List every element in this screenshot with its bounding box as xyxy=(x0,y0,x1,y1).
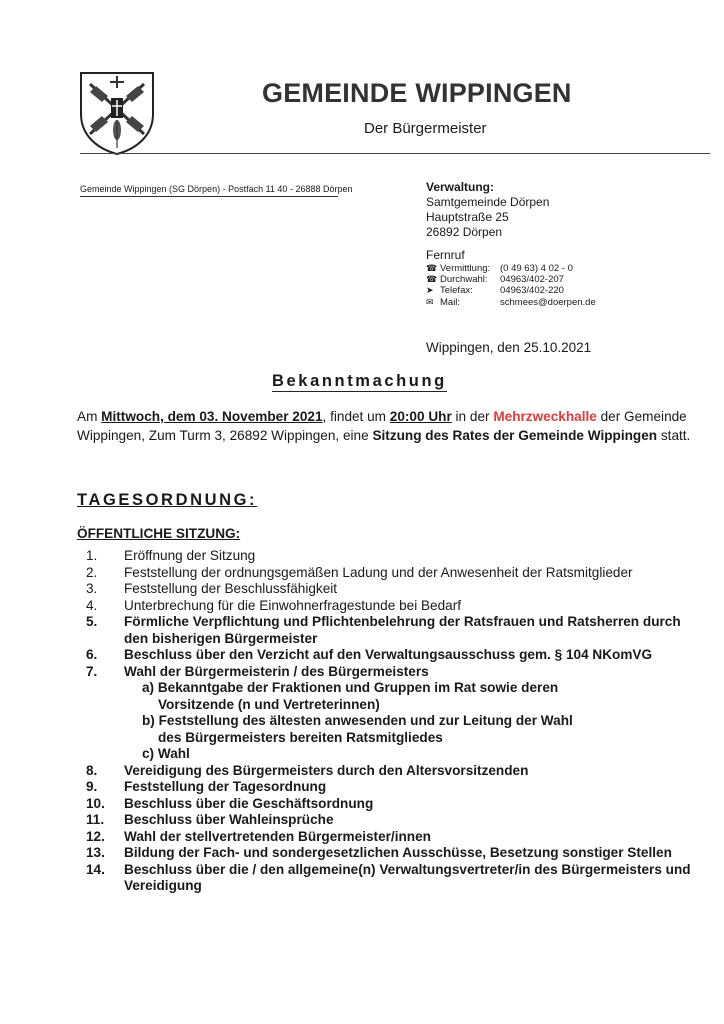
contact-list xyxy=(426,263,596,308)
administration-heading: Verwaltung: xyxy=(426,180,495,194)
contact-value: (0 49 63) 4 02 - 0 xyxy=(500,263,573,274)
public-session-heading: ÖFFENTLICHE SITZUNG: xyxy=(77,526,241,541)
agenda-item-text: Beschluss über Wahleinsprüche xyxy=(124,812,334,827)
contact-value: 04963/402-207 xyxy=(500,274,564,286)
agenda-list xyxy=(86,548,706,895)
intro-text: , findet um xyxy=(322,409,390,424)
agenda-item-title: Wahl der Bürgermeisterin / des Bürgermeisters xyxy=(124,663,429,679)
agenda-item-text: Feststellung der Beschlussfähigkeit xyxy=(124,581,338,596)
agenda-item xyxy=(86,845,706,862)
agenda-item-number: 12. xyxy=(86,828,105,844)
agenda-item-number: 11. xyxy=(86,812,105,827)
agenda-item-text: Wahl der stellvertretenden Bürgermeister/innen xyxy=(124,828,431,844)
agenda-item-text: Feststellung der ordnungsgemäßen Ladung und der Anwesenheit der Ratsmitglieder xyxy=(124,564,633,580)
agenda-item-text: Unterbrechung für die Einwohnerfragestunde bei Bedarf xyxy=(124,597,462,613)
date-line: Wippingen, den 25.10.2021 xyxy=(426,340,592,355)
intro-text: der Gemeinde Wippingen, Zum Turm 3, 26892 Wippingen, eine xyxy=(77,409,687,443)
agenda-item-text: Förmliche Verpflichtung und Pflichtenbelehrung der Ratsfrauen und Ratsherren durch den bisherigen Bürgermeister xyxy=(124,614,681,646)
contact-row xyxy=(426,297,596,308)
agenda-item xyxy=(86,779,706,796)
fernruf-label: Fernruf xyxy=(426,248,465,262)
agenda-item-number: 5. xyxy=(86,614,98,629)
sender-underline xyxy=(80,196,338,197)
coat-of-arms-icon xyxy=(78,70,156,156)
mail-icon: ✉ xyxy=(426,296,434,307)
intro-text: Am xyxy=(77,409,102,424)
agenda-item xyxy=(86,548,706,565)
intro-text: in der xyxy=(451,409,494,424)
agenda-subitem-continuation: Vorsitzende (n und Vertreterinnen) xyxy=(158,696,380,712)
agenda-subitem-text: a) Bekanntgabe der Fraktionen und Gruppen im Rat sowie deren xyxy=(142,680,559,695)
agenda-item xyxy=(86,581,706,598)
sender-address-line: Gemeinde Wippingen (SG Dörpen) - Postfach 11 40 - 26888 Dörpen xyxy=(80,184,353,194)
agenda-item xyxy=(86,763,706,780)
administration-name: Samtgemeinde Dörpen xyxy=(426,195,550,209)
contact-label: Mail: xyxy=(440,296,461,308)
agenda-subitem xyxy=(124,746,706,763)
agenda-item-number: 14. xyxy=(86,861,105,877)
agenda-item-number: 10. xyxy=(86,795,105,811)
agenda-item xyxy=(86,647,706,664)
contact-label: Telefax: xyxy=(440,285,473,297)
agenda-item xyxy=(86,598,706,615)
contact-label: Durchwahl: xyxy=(440,274,488,286)
municipality-title: GEMEINDE WIPPINGEN xyxy=(262,78,572,108)
contact-row xyxy=(426,274,596,285)
agenda-item-text: Beschluss über den Verzicht auf den Verwaltungsausschuss gem. § 104 NKomVG xyxy=(124,647,653,662)
administration-city: 26892 Dörpen xyxy=(426,225,503,239)
fax-arrow-icon: ➤ xyxy=(426,285,434,296)
agenda-item-number: 6. xyxy=(86,647,98,662)
agenda-item-number: 7. xyxy=(86,663,98,679)
agenda-item xyxy=(86,862,706,895)
agenda-item-text: Vereidigung des Bürgermeisters durch den Altersvorsitzenden xyxy=(124,762,529,778)
administration-block xyxy=(426,180,549,240)
phone-icon: ☎ xyxy=(426,263,438,273)
agenda-item-text: Feststellung der Tagesordnung xyxy=(124,779,327,794)
agenda-item-number: 13. xyxy=(86,845,105,860)
header-divider xyxy=(80,153,710,154)
agenda-item-number: 8. xyxy=(86,762,98,778)
agenda-subitem xyxy=(124,713,706,746)
agenda-item-number: 1. xyxy=(86,548,98,563)
agenda-item-number: 4. xyxy=(86,597,98,613)
agenda-item-text xyxy=(124,664,706,763)
agenda-item-text: Beschluss über die Geschäftsordnung xyxy=(124,795,374,811)
contact-value: 04963/402-220 xyxy=(500,285,564,297)
administration-street: Hauptstraße 25 xyxy=(426,210,509,224)
announcement-intro xyxy=(77,408,717,445)
mayor-subtitle: Der Bürgermeister xyxy=(364,120,487,137)
agenda-item-number: 2. xyxy=(86,564,98,580)
agenda-item-text: Eröffnung der Sitzung xyxy=(124,548,256,563)
meeting-time: 20:00 Uhr xyxy=(389,409,452,424)
agenda-subitem-text: c) Wahl xyxy=(142,746,190,761)
agenda-item xyxy=(86,829,706,846)
meeting-event: Sitzung des Rates der Gemeinde Wippingen xyxy=(372,427,658,443)
agenda-item xyxy=(86,796,706,813)
contact-row xyxy=(426,285,596,296)
agenda-item-number: 9. xyxy=(86,779,98,794)
agenda-subitem-text: b) Feststellung des ältesten anwesenden und zur Leitung der Wahl xyxy=(142,713,573,728)
intro-text: statt. xyxy=(657,427,691,443)
phone-icon: ☎ xyxy=(426,274,438,285)
agenda-item-text: Bildung der Fach- und sondergesetzlichen Ausschüsse, Besetzung sonstiger Stellen xyxy=(124,845,672,860)
email-link[interactable]: schmees@doerpen.de xyxy=(500,296,596,308)
agenda-subitem-continuation: des Bürgermeisters bereiten Ratsmitgliedes xyxy=(158,729,443,745)
announcement-heading: Bekanntmachung xyxy=(272,372,447,390)
agenda-item-number: 3. xyxy=(86,581,98,596)
meeting-date: Mittwoch, dem 03. November 2021 xyxy=(101,409,323,424)
contact-row xyxy=(426,263,596,274)
agenda-item xyxy=(86,664,706,763)
agenda-item xyxy=(86,565,706,582)
agenda-item xyxy=(86,614,706,647)
agenda-subitem xyxy=(124,680,706,713)
contact-label: Vermittlung: xyxy=(440,263,491,274)
meeting-venue: Mehrzweckhalle xyxy=(493,409,597,424)
agenda-item xyxy=(86,812,706,829)
agenda-item-text: Beschluss über die / den allgemeine(n) Verwaltungsvertreter/in des Bürgermeisters und Vereidigung xyxy=(124,861,691,893)
agenda-heading: TAGESORDNUNG: xyxy=(77,491,258,509)
